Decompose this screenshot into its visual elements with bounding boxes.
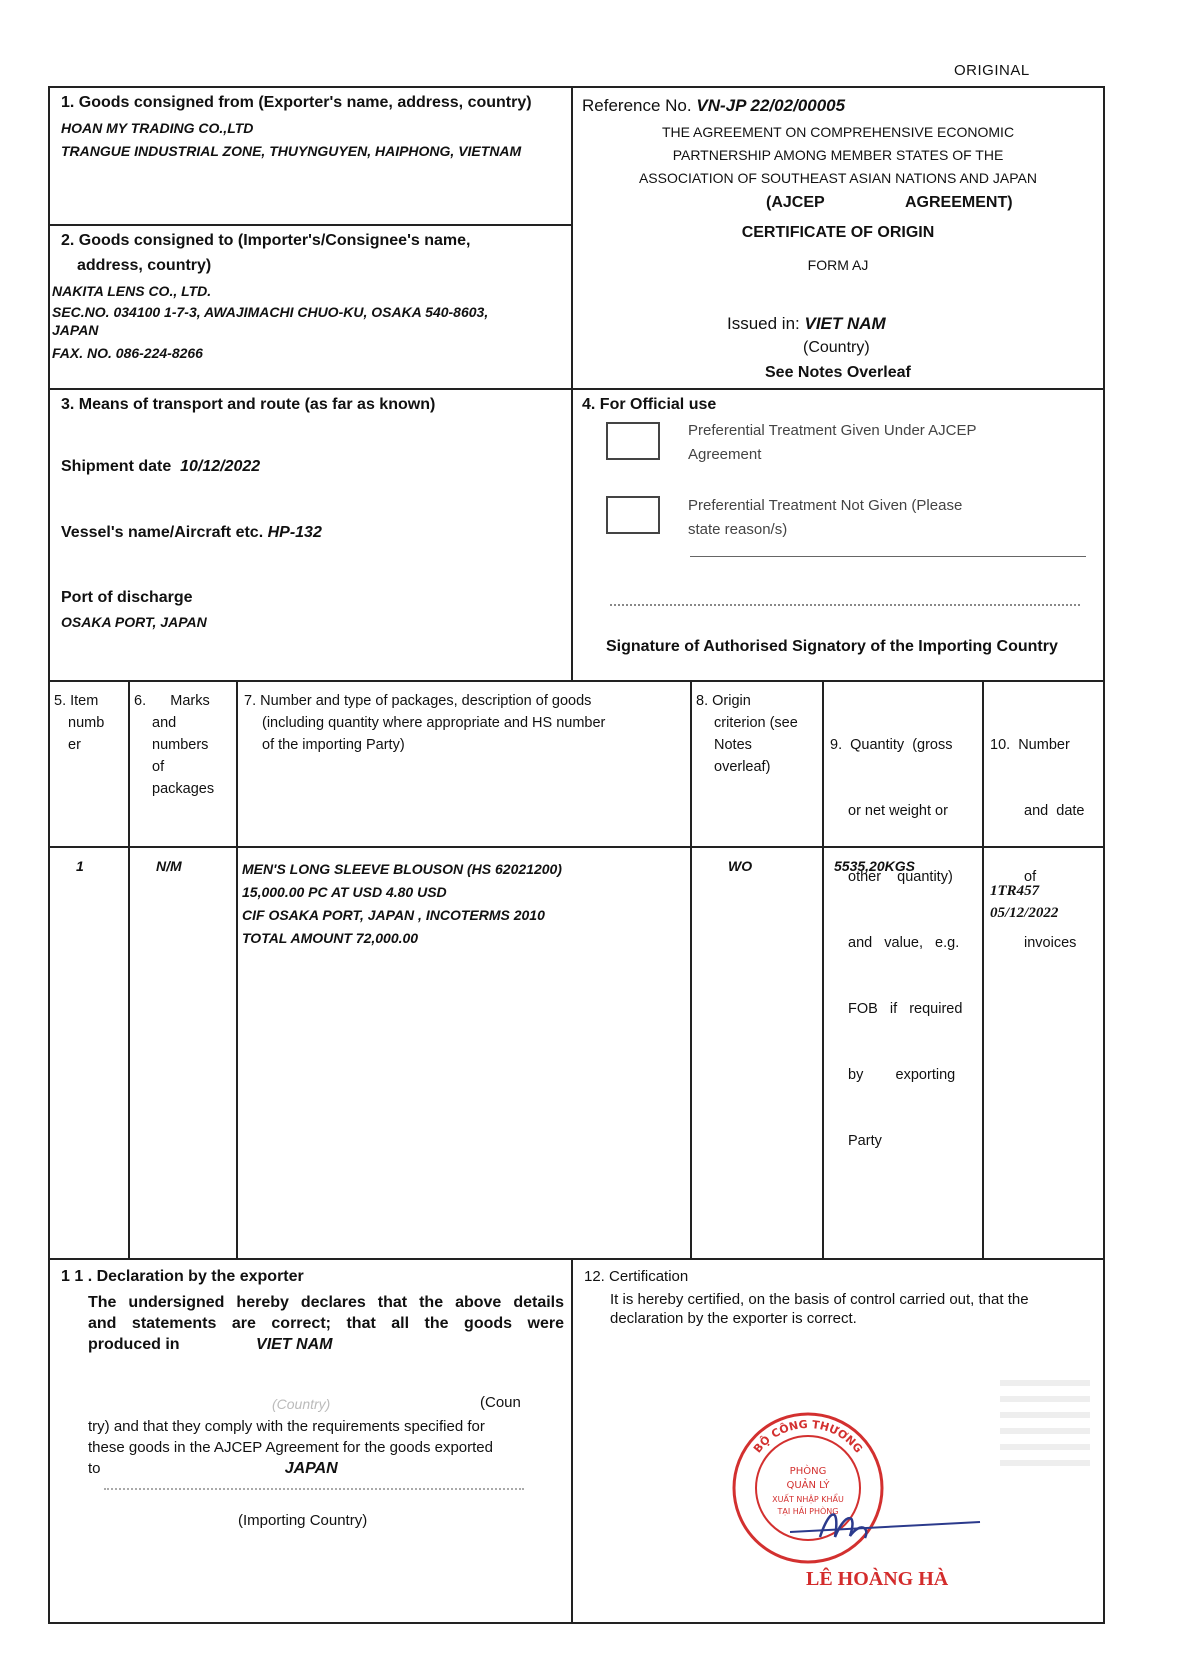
option1-line2: Agreement — [688, 446, 762, 463]
col5-text: numb — [68, 715, 105, 731]
coun-fragment: (Coun — [480, 1394, 521, 1411]
stamp-arc-text: BỘ CÔNG THƯƠNG — [750, 1417, 865, 1456]
to-country: JAPAN — [284, 1460, 338, 1477]
col8-text: 8. Origin — [696, 693, 751, 709]
col9-text: Party — [848, 1133, 882, 1149]
signatory-name: LÊ HOÀNG HÀ — [806, 1568, 949, 1590]
importing-country-caption: (Importing Country) — [238, 1512, 368, 1529]
reason-line — [690, 556, 1086, 557]
produced-country: VIET NAM — [256, 1336, 333, 1353]
produced-in-row — [88, 1334, 564, 1355]
certification-line: declaration by the exporter is correct. — [610, 1310, 857, 1327]
exported-to-row — [88, 1458, 493, 1479]
col6-text: 6. Marks — [134, 693, 210, 709]
issued-country: VIET NAM — [804, 314, 886, 333]
see-notes: See Notes Overleaf — [765, 364, 911, 381]
box3-label: 3. Means of transport and route (as far as known) — [61, 396, 436, 413]
box4-label: 4. For Official use — [582, 396, 717, 413]
divider-col6 — [128, 680, 130, 1258]
invoice-number: 1TR457 — [990, 883, 1040, 899]
item-origin-criterion: WO — [728, 858, 753, 874]
box12-label: 12. Certification — [584, 1268, 689, 1285]
consignee-fax: FAX. NO. 086-224-8266 — [52, 345, 203, 361]
col9-text: FOB if required — [848, 1001, 963, 1017]
description-line: MEN'S LONG SLEEVE BLOUSON (HS 62021200) — [242, 861, 562, 877]
col6-header — [134, 690, 230, 800]
col9-text: by exporting — [848, 1067, 956, 1083]
declaration-line: The undersigned hereby declares that the above details — [88, 1294, 564, 1311]
col6-text: of — [152, 759, 165, 775]
declaration-continuation — [88, 1416, 493, 1479]
box1-label: 1. Goods consigned from (Exporter's name, address, country) — [61, 94, 532, 111]
col5-text: er — [68, 737, 81, 753]
col7-text: (including quantity where appropriate and HS number — [262, 715, 606, 731]
col9-text: or net weight or — [848, 803, 948, 819]
divider-row3 — [48, 680, 1105, 682]
box11-label: 1 1 . Declaration by the exporter — [61, 1268, 304, 1285]
country-dotted-line — [104, 1488, 524, 1490]
col10-header — [990, 690, 1084, 976]
preferential-not-given-checkbox[interactable] — [606, 496, 660, 534]
divider-col8 — [690, 680, 692, 1258]
faded-country-caption: (Country) — [272, 1396, 331, 1412]
ajcep-label: (AJCEP — [766, 194, 825, 211]
box2-label-line1: 2. Goods consigned to (Importer's/Consignee's name, — [61, 232, 471, 249]
reference-label: Reference No. — [582, 96, 692, 115]
declaration-line: these goods in the AJCEP Agreement for the goods exported — [88, 1439, 493, 1456]
col6-text: packages — [152, 781, 215, 797]
col10-text: and date — [1024, 803, 1085, 819]
to-label: to — [88, 1460, 101, 1477]
col8-text: criterion (see — [714, 715, 798, 731]
stamp-text: QUẢN LÝ — [786, 1480, 830, 1491]
col7-text: of the importing Party) — [262, 737, 405, 753]
option1-line1: Preferential Treatment Given Under AJCEP — [688, 422, 977, 439]
col9-header — [830, 690, 962, 1174]
vessel-row — [61, 524, 322, 542]
divider-col10 — [982, 680, 984, 1258]
declaration-line: and statements are correct; that all the goods were — [88, 1315, 564, 1332]
col7-header — [244, 690, 605, 756]
divider-col7 — [236, 680, 238, 1258]
divider-col9 — [822, 680, 824, 1258]
invoice-date: 05/12/2022 — [990, 905, 1059, 921]
item-number: 1 — [76, 858, 84, 874]
original-label: ORIGINAL — [954, 62, 1030, 79]
col5-text: 5. Item — [54, 693, 99, 709]
declaration-line: try) and that they comply with the requirements specified for — [88, 1418, 485, 1435]
form-name: FORM AJ — [807, 257, 869, 273]
item-description — [242, 858, 562, 950]
agreement-line1: THE AGREEMENT ON COMPREHENSIVE ECONOMIC — [661, 124, 1015, 140]
certification-line: It is hereby certified, on the basis of control carried out, that the — [610, 1291, 1029, 1308]
vessel-label: Vessel's name/Aircraft etc. — [61, 524, 264, 541]
col9-text: other quantity) — [848, 869, 953, 885]
agreement-word: AGREEMENT) — [905, 194, 1013, 211]
signature — [780, 1492, 1020, 1562]
certificate-title: CERTIFICATE OF ORIGIN — [741, 224, 935, 241]
port-label: Port of discharge — [61, 589, 193, 606]
consignee-name: NAKITA LENS CO., LTD. — [52, 283, 212, 299]
col10-text: of — [1024, 869, 1037, 885]
produced-in-label: produced in — [88, 1336, 180, 1353]
divider-row-bottom — [48, 1258, 1105, 1260]
box4-signature-caption: Signature of Authorised Signatory of the Importing Country — [606, 638, 1058, 655]
ghost-text-area — [1000, 1380, 1090, 1476]
col9-text: 9. Quantity (gross — [830, 737, 953, 753]
reference-number: VN-JP 22/02/00005 — [696, 96, 846, 115]
divider-v-bottom — [571, 1258, 573, 1624]
stamp-text: TẠI HẢI PHÒNG — [777, 1507, 839, 1516]
reference-row — [582, 96, 845, 116]
issued-label: Issued in: — [727, 314, 800, 333]
item-quantity: 5535,20KGS — [834, 858, 915, 874]
description-line: TOTAL AMOUNT 72,000.00 — [242, 930, 419, 946]
consignee-address-line1: SEC.NO. 034100 1-7-3, AWAJIMACHI CHUO-KU, OSAKA 540-8603, — [52, 304, 489, 320]
stamp-text: PHÒNG — [789, 1466, 827, 1477]
issued-row — [727, 314, 886, 334]
col10-text: 10. Number — [990, 737, 1070, 753]
declaration-text — [88, 1292, 564, 1355]
country-caption: (Country) — [803, 339, 870, 356]
divider-row2 — [48, 388, 1105, 390]
box2-label-line2: address, country) — [77, 257, 212, 274]
certification-text — [610, 1290, 1029, 1328]
col8-text: overleaf) — [714, 759, 771, 775]
col6-text: numbers — [152, 737, 209, 753]
preferential-given-checkbox[interactable] — [606, 422, 660, 460]
invoice-info — [990, 880, 1058, 924]
agreement-line3: ASSOCIATION OF SOUTHEAST ASIAN NATIONS AND JAPAN — [638, 170, 1038, 186]
signature-dotted-line — [610, 604, 1080, 606]
col7-text: 7. Number and type of packages, description of goods — [244, 693, 592, 709]
port-of-discharge: OSAKA PORT, JAPAN — [61, 614, 207, 630]
exporter-name: HOAN MY TRADING CO.,LTD — [61, 120, 254, 136]
item-marks: N/M — [156, 858, 182, 874]
consignee-address-line2: JAPAN — [52, 322, 99, 338]
option2-line2: state reason/s) — [688, 521, 788, 538]
col6-text: and — [152, 715, 177, 731]
stamp-text: XUẤT NHẬP KHẨU — [772, 1495, 844, 1504]
exporter-address: TRANGUE INDUSTRIAL ZONE, THUYNGUYEN, HAIPHONG, VIETNAM — [61, 143, 522, 159]
agreement-line2: PARTNERSHIP AMONG MEMBER STATES OF THE — [672, 147, 1004, 163]
col8-header — [696, 690, 798, 778]
shipment-label: Shipment date — [61, 458, 172, 475]
col8-text: Notes — [714, 737, 752, 753]
col9-text: and value, e.g. — [848, 935, 960, 951]
option2-line1: Preferential Treatment Not Given (Please — [688, 497, 963, 514]
shipment-date: 10/12/2022 — [180, 458, 261, 475]
col10-text: invoices — [1024, 935, 1077, 951]
col5-header — [54, 690, 104, 756]
description-line: 15,000.00 PC AT USD 4.80 USD — [242, 884, 447, 900]
vessel-name: HP-132 — [267, 524, 322, 541]
shipment-row — [61, 458, 260, 476]
description-line: CIF OSAKA PORT, JAPAN , INCOTERMS 2010 — [242, 907, 545, 923]
divider-box1-box2 — [48, 224, 571, 226]
